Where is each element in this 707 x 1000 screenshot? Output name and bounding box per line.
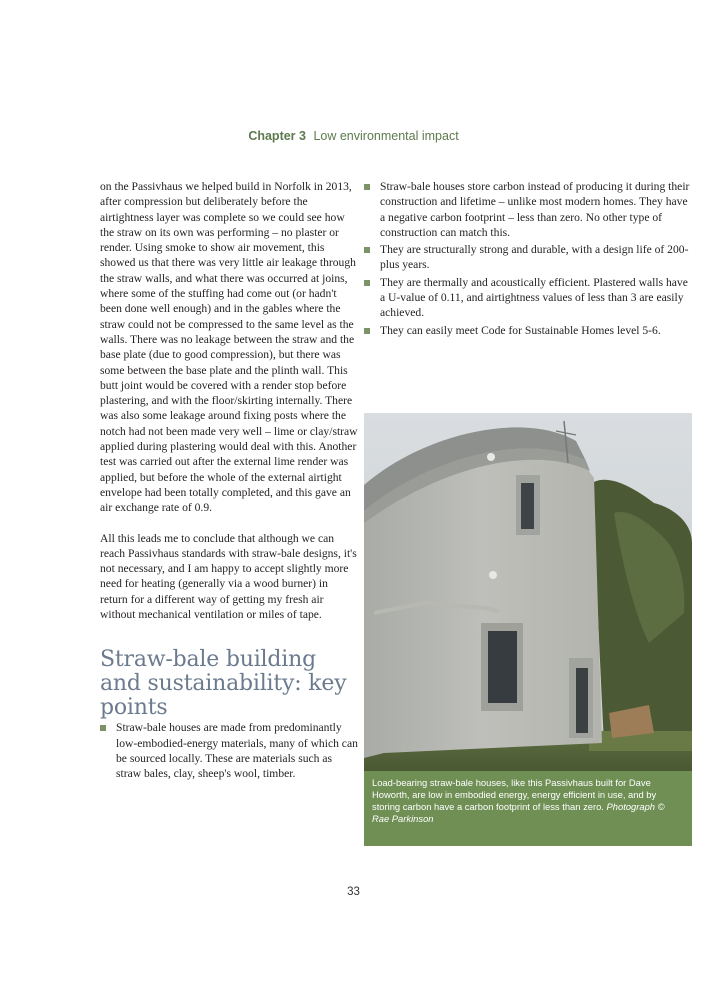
- chapter-number: Chapter 3: [248, 129, 306, 143]
- window-lower: [488, 631, 517, 703]
- window-side: [576, 668, 588, 733]
- list-item: [364, 179, 694, 240]
- window-upper: [521, 483, 534, 529]
- figure-caption: [364, 771, 692, 846]
- section-heading: Straw-bale building and sustainability: key points: [100, 647, 347, 721]
- bullet-square-icon: [364, 184, 370, 190]
- wall-light-lower: [489, 571, 497, 579]
- body-paragraph-2: All this leads me to conclude that although we can reach Passivhaus standards with straw-bale designs, it's not necessary, and I am happy to accept slightly more need for heating (generally via a wood burner) in return for a different way of getting my fresh air without mechanical ventilation or miles of tape.: [100, 531, 357, 622]
- list-item: [364, 242, 694, 273]
- bullet-square-icon: [364, 280, 370, 286]
- caption-text: Load-bearing straw-bale houses, like this Passivhaus built for Dave Howorth, are low in embodied energy, energy efficient in use, and by storing carbon have a carbon footprint of less than zero.: [372, 777, 657, 812]
- left-column: [100, 179, 358, 784]
- bullet-square-icon: [364, 328, 370, 334]
- list-item-text: They are structurally strong and durable, with a design life of 200-plus years.: [380, 243, 689, 272]
- list-item-text: Straw-bale houses are made from predominantly low-embodied-energy materials, many of which can be sourced locally. These are materials such as straw bales, clay, sheep's wool, timber.: [116, 721, 358, 781]
- wall-light-upper: [487, 453, 495, 461]
- list-item: [364, 323, 694, 338]
- key-points-list-right: [364, 179, 694, 338]
- house-figure: [364, 413, 692, 846]
- page-number: 33: [347, 886, 360, 898]
- photo-credit: Photograph © Rae Parkinson: [372, 801, 665, 824]
- list-item-text: They are thermally and acoustically efficient. Plastered walls have a U-value of 0.11, and airtightness values of less than 3 are easily achieved.: [380, 275, 688, 320]
- list-item: [364, 275, 694, 321]
- list-item: [100, 720, 358, 781]
- bullet-square-icon: [364, 247, 370, 253]
- right-column: [364, 179, 694, 340]
- straw-bale-house-photo: [364, 413, 692, 771]
- chapter-title: Low environmental impact: [313, 129, 459, 143]
- list-item-text: Straw-bale houses store carbon instead of producing it during their construction and lifetime – unlike most modern homes. They have a negative carbon footprint – less than zero. No other type of construction can match this.: [380, 180, 690, 239]
- key-points-list-left: [100, 720, 358, 781]
- bullet-square-icon: [100, 725, 106, 731]
- body-paragraph-1: on the Passivhaus we helped build in Norfolk in 2013, after compression but deliberately before the airtightness layer was complete so we could see how the straw on its own was performing – no plaster or render. Using smoke to show air movement, this showed us that there was very little air leakage through the straw walls, and what there was occurred at joins, where some of the stuffing had come out (or hadn't been done well enough) and in the gables where the straw could not be compressed to the same level as the walls. There was no leakage between the straw and the base plate (due to good compression), but there was some between the base plate and the plinth wall. This butt joint would be covered with a render stop before plastering, and with the floor/skirting internally. There was also some leakage around fixing posts where the notch had not been made very well – lime or clay/straw applied during plastering would deal with this. Another test was carried out after the external lime render was applied, but before the whole of the external airtight envelope had been totally completed, and this gave an air exchange rate of 0.9.: [100, 180, 358, 515]
- chapter-header: [0, 129, 707, 143]
- list-item-text: They can easily meet Code for Sustainable Homes level 5-6.: [380, 323, 661, 337]
